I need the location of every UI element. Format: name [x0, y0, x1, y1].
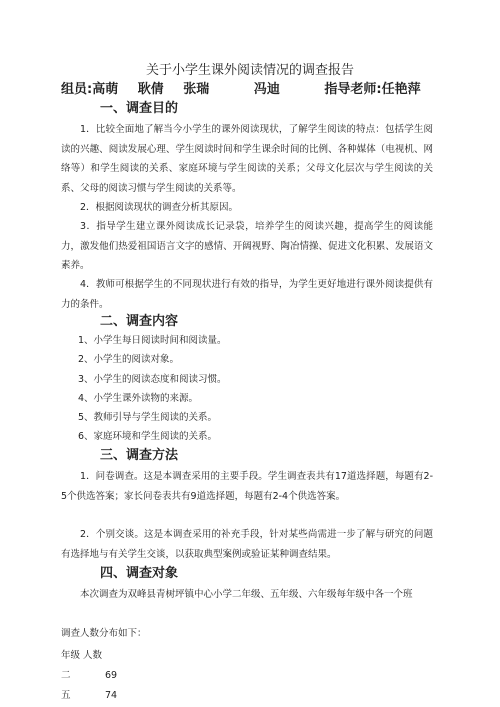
section-heading-method: 三、调查方法 [100, 448, 179, 463]
member-name: 张瑞 [183, 82, 210, 97]
group-label: 组员: [61, 82, 93, 97]
member-name: 耿倩 [137, 82, 164, 97]
list-item: 3、小学生的阅读态度和阅读习惯。 [78, 374, 227, 385]
table-header-row [61, 648, 102, 664]
list-item: 6、家庭环境和学生阅读的关系。 [78, 431, 218, 442]
paragraph: 2．根据阅读现状的调查分析其原因。 [80, 202, 239, 213]
table-cell: 74 [105, 690, 118, 701]
member-name: 高萌 [92, 82, 119, 97]
section-heading-content: 二、调查内容 [100, 314, 179, 329]
member-name: 冯迪 [253, 82, 280, 97]
section-heading-subjects: 四、调查对象 [100, 566, 179, 581]
paragraph: 2．个别交谈。这是本调查采用的补充手段，针对某些尚需进一步了解与研究的问题有选择地与有关学生交谈，以获取典型案例或验证某种调查结果。 [61, 529, 433, 560]
group-members-line [61, 81, 421, 99]
paragraph: 3．指导学生建立课外阅读成长记录袋，培养学生的阅读兴趣，提高学生的阅读能力，激发他们热爱祖国语言文字的感情、开阔视野、陶冶情操、促进文化积累、发展语文素养。 [61, 221, 433, 271]
table-header-cell: 人数 [83, 650, 103, 661]
list-item: 4、小学生课外读物的来源。 [78, 393, 199, 404]
list-item: 1、小学生每日阅读时间和阅读量。 [78, 335, 227, 346]
table-cell: 二 [61, 670, 71, 681]
table-row [61, 688, 117, 704]
paragraph: 4．教师可根据学生的不同现状进行有效的指导，为学生更好地进行课外阅读提供有力的条件。 [61, 279, 433, 310]
table-cell: 五 [61, 690, 71, 701]
table-cell: 69 [105, 670, 118, 681]
paragraph: 1．问卷调查。这是本调查采用的主要手段。学生调查表共有17道选择题，每题有2-5个供选答案；家长问卷表共有9道选择题，每题有2-4个供选答案。 [61, 471, 433, 502]
table-header-cell: 年级 [61, 650, 81, 661]
paragraph: 1．比较全面地了解当今小学生的课外阅读现状，了解学生阅读的特点：包括学生阅读的兴趣、阅读发展心理、学生阅读时间和学生课余时间的比例、各种媒体（电视机、网络等）和学生阅读的关系、家庭环境与学生阅读的关系；父母文化层次与学生阅读的关系、父母的阅读习惯与学生阅读的关系等。 [61, 124, 433, 194]
paragraph: 本次调查为双峰县青树坪镇中心小学二年级、五年级、六年级每年级中各一个班 [80, 589, 413, 600]
count-intro: 调查人数分布如下： [61, 628, 147, 639]
list-item: 2、小学生的阅读对象。 [78, 354, 180, 365]
advisor-name: 指导老师:任艳萍 [324, 82, 421, 97]
table-row [61, 668, 117, 684]
section-heading-purpose: 一、调查目的 [100, 101, 179, 116]
report-title: 关于小学生课外阅读情况的调查报告 [145, 63, 354, 78]
list-item: 5、教师引导与学生阅读的关系。 [78, 412, 218, 423]
